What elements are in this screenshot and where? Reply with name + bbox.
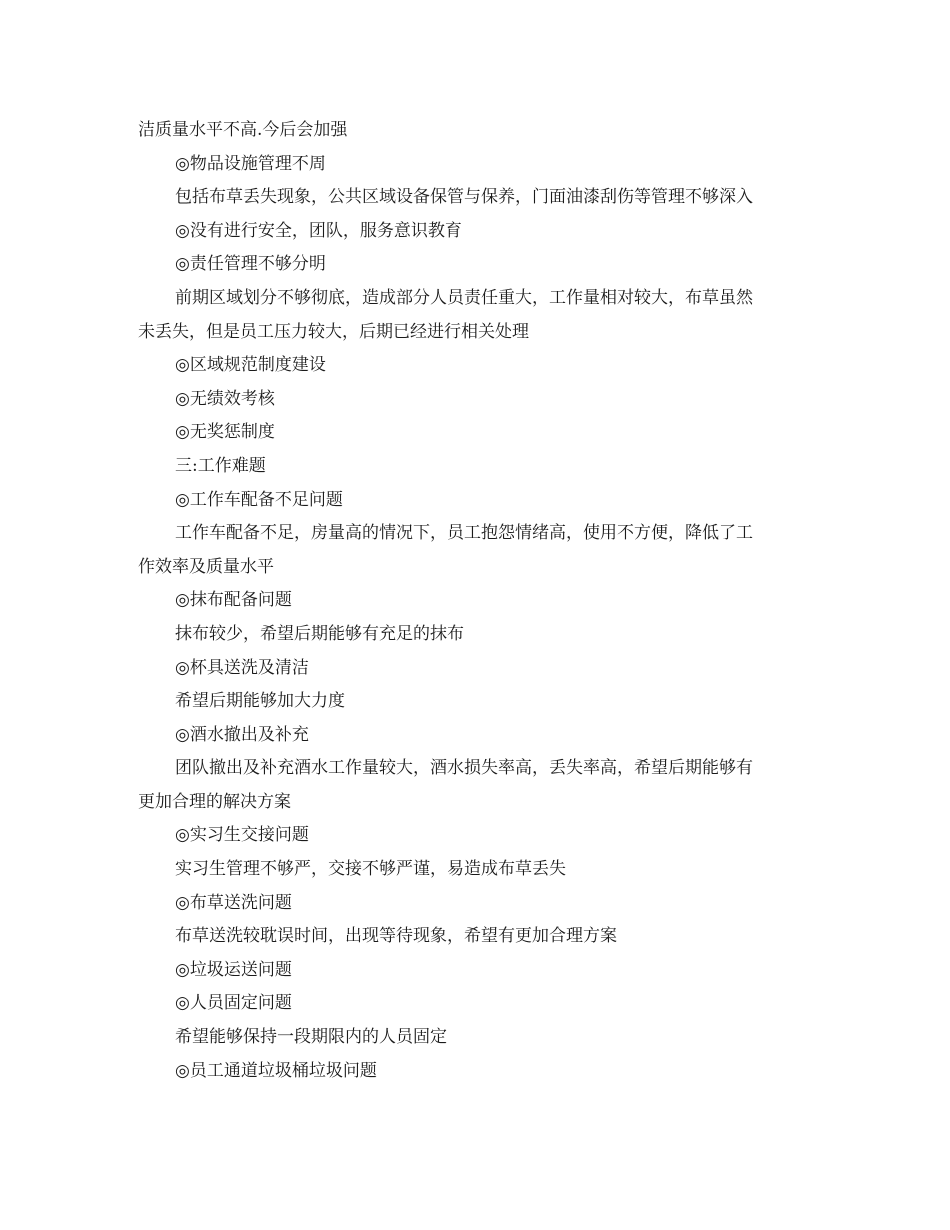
text-line: ◎布草送洗问题	[175, 892, 292, 913]
text-line: ◎人员固定问题	[175, 993, 292, 1014]
text-line: ◎抹布配备问题	[175, 590, 292, 611]
text-line: 未丢失，但是员工压力较大，后期已经进行相关处理	[138, 321, 529, 342]
text-line: 洁质量水平不高.今后会加强	[138, 120, 348, 140]
text-line: 布草送洗较耽误时间，出现等待现象，希望有更加合理方案	[175, 926, 617, 947]
text-line: 三:工作难题	[175, 455, 266, 476]
text-line: 希望后期能够加大力度	[175, 691, 345, 712]
text-line: ◎区域规范制度建设	[175, 355, 326, 376]
text-line: ◎实习生交接问题	[175, 825, 309, 846]
text-line: 包括布草丢失现象，公共区域设备保管与保养，门面油漆刮伤等管理不够深入	[175, 187, 753, 208]
text-line: ◎无奖惩制度	[175, 422, 275, 443]
text-line: ◎责任管理不够分明	[175, 254, 326, 275]
text-line: ◎杯具送洗及清洁	[175, 657, 309, 678]
text-line: 希望能够保持一段期限内的人员固定	[175, 1027, 447, 1048]
text-line: ◎无绩效考核	[175, 388, 275, 409]
text-line: ◎酒水撤出及补充	[175, 724, 309, 745]
text-line: 工作车配备不足，房量高的情况下，员工抱怨情绪高，使用不方便，降低了工	[175, 523, 753, 544]
text-line: 团队撤出及补充酒水工作量较大，酒水损失率高，丢失率高，希望后期能够有	[175, 758, 753, 779]
document-body	[138, 114, 812, 1088]
text-line: 前期区域划分不够彻底，造成部分人员责任重大，工作量相对较大，布草虽然	[175, 287, 753, 308]
text-line: 抹布较少，希望后期能够有充足的抹布	[175, 623, 464, 644]
text-line: ◎工作车配备不足问题	[175, 489, 343, 510]
text-line: 实习生管理不够严，交接不够严谨，易造成布草丢失	[175, 859, 566, 880]
text-line: ◎没有进行安全，团队，服务意识教育	[175, 220, 462, 241]
text-line: 作效率及质量水平	[138, 556, 274, 577]
text-line: ◎员工通道垃圾桶垃圾问题	[175, 1060, 377, 1081]
text-line: ◎垃圾运送问题	[175, 959, 292, 980]
text-line: ◎物品设施管理不周	[175, 153, 326, 174]
text-line: 更加合理的解决方案	[138, 791, 291, 812]
